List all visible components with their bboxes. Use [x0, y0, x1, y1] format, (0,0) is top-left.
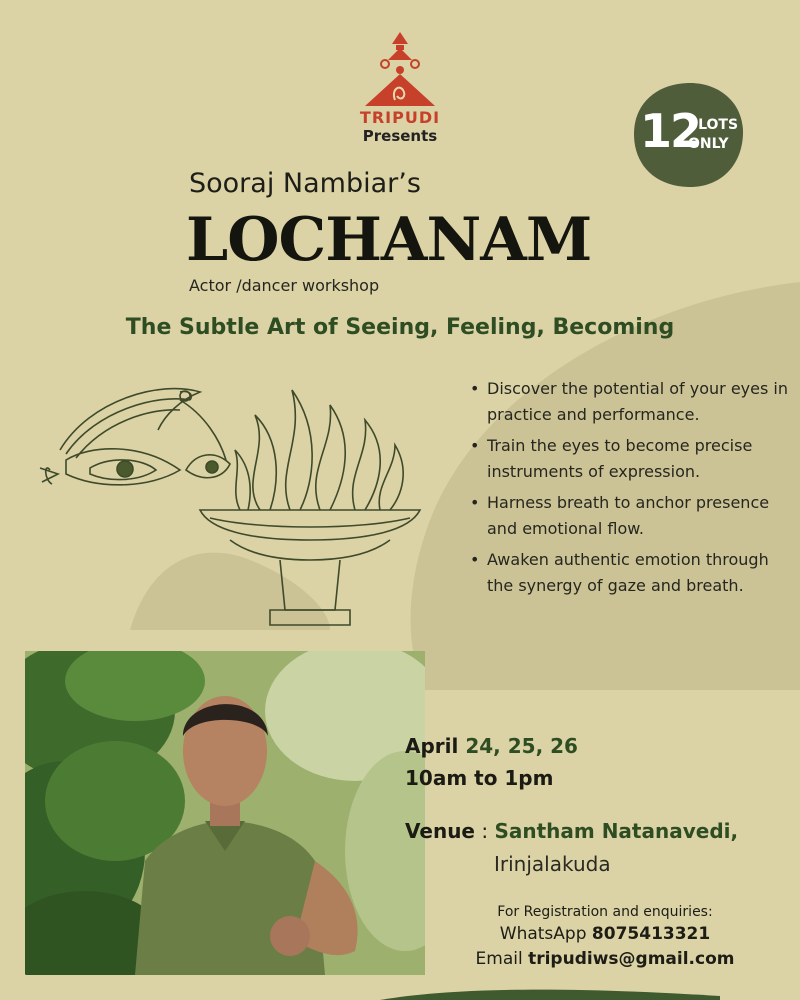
contact-info	[440, 902, 770, 972]
email-link[interactable]: tripudiws@gmail.com	[528, 949, 735, 969]
workshop-schedule	[405, 730, 578, 794]
tripudi-logo	[355, 30, 445, 145]
list-item	[468, 433, 788, 485]
venue-city: Irinjalakuda	[494, 852, 611, 876]
list-item	[468, 376, 788, 428]
workshop-time: 10am to 1pm	[405, 766, 554, 790]
slots-badge	[630, 80, 746, 190]
tagline: The Subtle Art of Seeing, Feeling, Becoming	[125, 315, 675, 340]
tripudi-logo-icon	[355, 30, 445, 110]
email-line	[440, 947, 770, 972]
venue-label: Venue	[405, 819, 475, 843]
slots-line1: SLOTS	[688, 117, 739, 133]
whatsapp-number[interactable]: 8075413321	[591, 924, 711, 944]
author-name: Sooraj Nambiar’s	[189, 168, 421, 199]
benefit-text: Train the eyes to become precise instruments of expression.	[487, 436, 753, 481]
slots-count: 12	[640, 104, 701, 158]
instructor-photo	[25, 651, 425, 975]
brand-name: TRIPUDI	[359, 108, 441, 127]
date-month: April	[405, 734, 459, 758]
venue-separator: :	[475, 819, 495, 843]
benefit-text: Discover the potential of your eyes in practice and performance.	[487, 379, 788, 424]
bottom-decoration	[0, 980, 800, 1000]
registration-label: For Registration and enquiries:	[497, 904, 713, 920]
email-label: Email	[475, 949, 523, 969]
list-item	[468, 547, 788, 599]
list-item	[468, 490, 788, 542]
slots-line2: ONLY	[688, 136, 729, 152]
whatsapp-label: WhatsApp	[499, 924, 587, 944]
whatsapp-line	[440, 922, 770, 947]
venue-info	[405, 815, 738, 881]
benefit-text: Awaken authentic emotion through the synergy of gaze and breath.	[487, 550, 769, 595]
bullet-icon: •	[470, 379, 480, 398]
date-days: 24, 25, 26	[465, 734, 578, 758]
bullet-icon: •	[470, 550, 480, 569]
bullet-icon: •	[470, 436, 480, 455]
benefits-list	[468, 376, 788, 604]
workshop-title: LOCHANAM	[186, 205, 592, 275]
benefit-text: Harness breath to anchor presence and emotional flow.	[487, 493, 770, 538]
presents-label: Presents	[362, 127, 438, 145]
slots-text	[688, 116, 738, 154]
venue-name: Santham Natanavedi,	[494, 819, 739, 843]
kathakali-eyes-lamp-illustration	[30, 370, 450, 630]
bullet-icon: •	[470, 493, 480, 512]
workshop-subtitle: Actor /dancer workshop	[189, 276, 380, 295]
workshop-dates	[405, 730, 578, 762]
